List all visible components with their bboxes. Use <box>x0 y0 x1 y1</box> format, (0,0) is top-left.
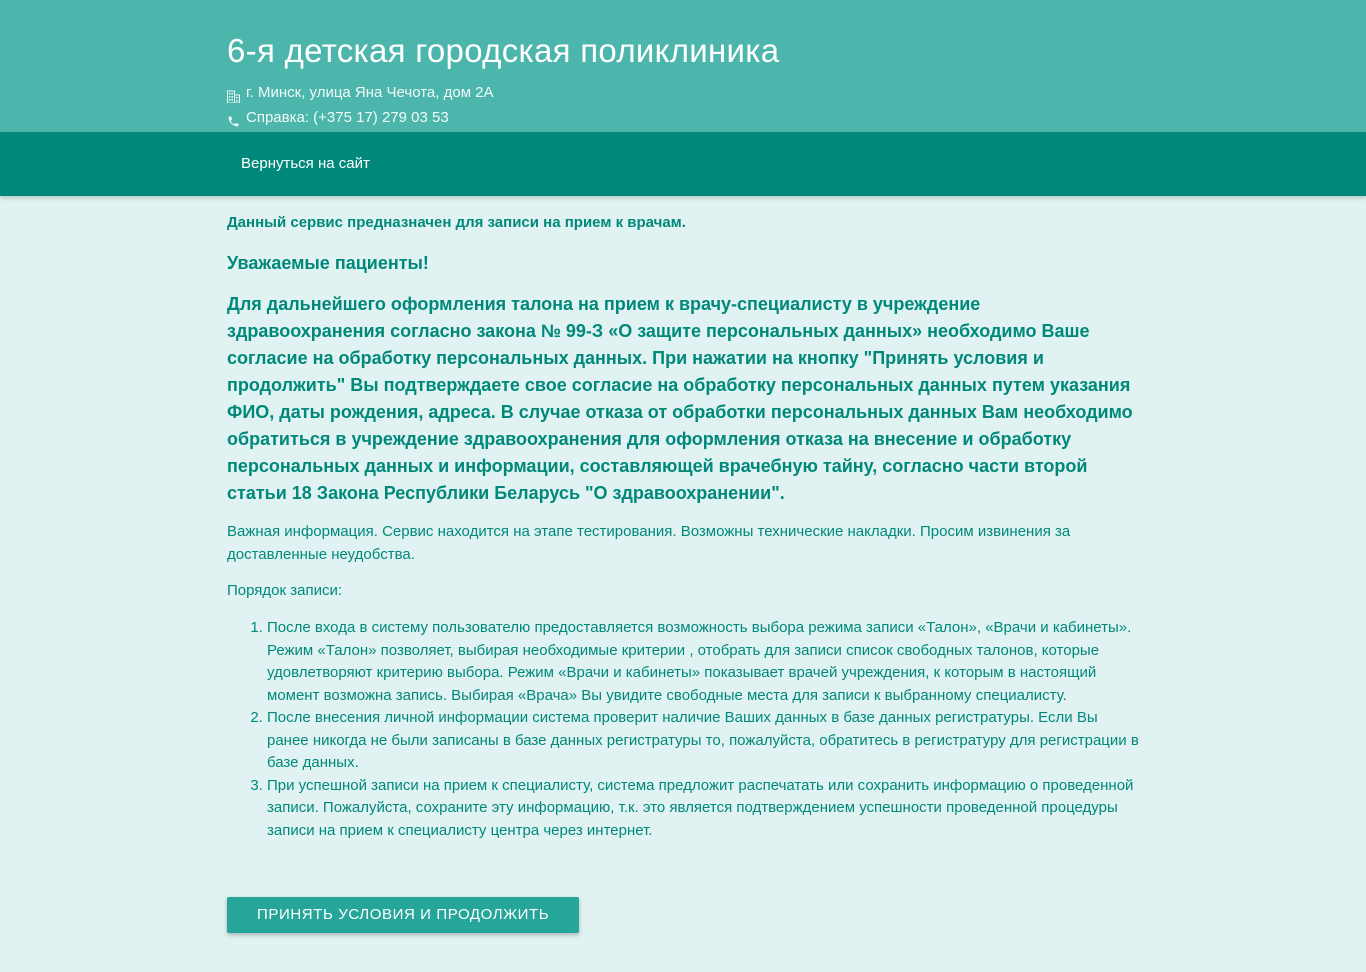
service-intro: Данный сервис предназначен для записи на прием к врачам. <box>227 214 686 231</box>
site-header <box>0 0 1366 132</box>
address-line <box>227 80 1366 105</box>
building-icon <box>227 86 240 99</box>
nav-bar <box>0 132 1366 196</box>
consent-text: Для дальнейшего оформления талона на прием к врачу-специалисту в учреждение здравоохранения согласно закона № 99-З «О защите персональных данных» необходимо Ваше согласие на обработку персональных данных. При нажатии на кнопку "Принять условия и продолжить" Вы подтверждаете свое согласие на обработку персональных данных путем указания ФИО, даты рождения, адреса. В случае отказа от обработки персональных данных Вам необходимо обратиться в учреждение здравоохранения для оформления отказа на внесение и обработку персональных данных и информации, составляющей врачебную тайну, согласно части второй статьи 18 Закона Республики Беларусь "О здравоохранении". <box>227 294 1133 503</box>
page-title: 6-я детская городская поликлиника <box>227 32 780 69</box>
steps-list <box>227 617 1140 842</box>
main-content <box>0 196 1366 933</box>
greeting-heading: Уважаемые пациенты! <box>227 253 429 273</box>
phone-line <box>227 105 1366 130</box>
list-item: 2. После внесения личной информации система проверит наличие Ваших данных в базе данных регистратуры. Если Вы ранее никогда не были записаны в базе данных регистратуры то, пожалуйста, обратитесь в регистратуру для регистрации в базе данных. <box>267 707 1140 775</box>
phone-text: Справка: (+375 17) 279 03 53 <box>246 109 449 126</box>
accept-continue-button[interactable]: ПРИНЯТЬ УСЛОВИЯ И ПРОДОЛЖИТЬ <box>227 897 579 933</box>
list-item: 1. После входа в систему пользователю предоставляется возможность выбора режима записи «Талон», «Врачи и кабинеты». Режим «Талон» позволяет, выбирая необходимые критерии , отобрать для записи список свободных талонов, которые удовлетворяют критерию выбора. Режим «Врачи и кабинеты» показывает врачей учреждения, к которым в настоящий момент возможна запись. Выбирая «Врача» Вы увидите свободные места для записи к выбранному специалисту. <box>267 617 1140 707</box>
list-item: 3. При успешной записи на прием к специалисту, система предложит распечатать или сохранить информацию о проведенной записи. Пожалуйста, сохраните эту информацию, т.к. это является подтверждением успешности проведенной процедуры записи на прием к специалисту центра через интернет. <box>267 775 1140 843</box>
back-to-site-link[interactable]: Вернуться на сайт <box>241 155 370 172</box>
testing-notice: Важная информация. Сервис находится на этапе тестирования. Возможны технические накладки. Просим извинения за доставленные неудобства. <box>227 523 1071 563</box>
order-title: Порядок записи: <box>227 582 343 599</box>
address-text: г. Минск, улица Яна Чечота, дом 2А <box>246 84 494 101</box>
phone-icon <box>227 111 240 124</box>
